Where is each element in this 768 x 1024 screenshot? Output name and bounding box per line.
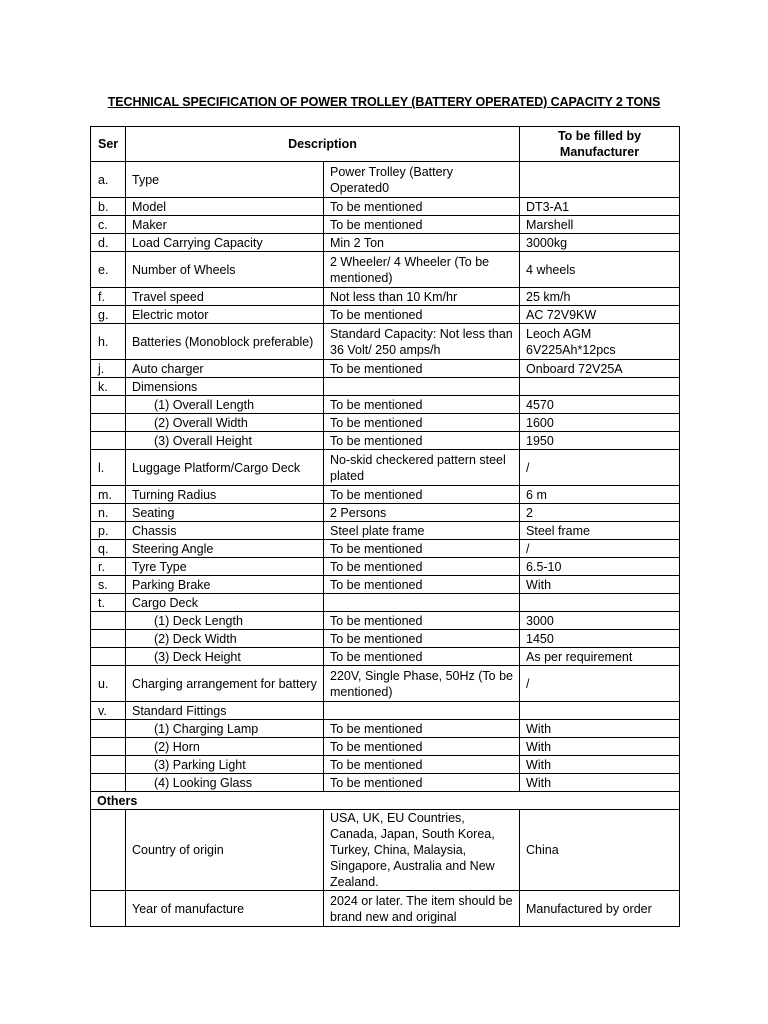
row-value: With [520, 774, 680, 792]
row-value: China [520, 810, 680, 891]
row-item: Cargo Deck [126, 594, 324, 612]
table-row [91, 540, 680, 558]
row-value: Leoch AGM 6V225Ah*12pcs [520, 324, 680, 360]
row-spec: Standard Capacity: Not less than 36 Volt/ 250 amps/h [324, 324, 520, 360]
row-ser [91, 414, 126, 432]
row-ser: n. [91, 504, 126, 522]
row-item: Country of origin [126, 810, 324, 891]
table-row [91, 558, 680, 576]
row-item: (1) Overall Length [126, 396, 324, 414]
row-value: 1450 [520, 630, 680, 648]
others-row [91, 792, 680, 810]
table-row [91, 432, 680, 450]
table-row [91, 252, 680, 288]
table-row [91, 576, 680, 594]
row-spec: To be mentioned [324, 612, 520, 630]
row-item: Luggage Platform/Cargo Deck [126, 450, 324, 486]
row-spec: To be mentioned [324, 540, 520, 558]
row-value: 1950 [520, 432, 680, 450]
row-ser: v. [91, 702, 126, 720]
row-spec: 220V, Single Phase, 50Hz (To be mentioned) [324, 666, 520, 702]
row-item: Electric motor [126, 306, 324, 324]
row-spec: To be mentioned [324, 576, 520, 594]
row-spec: To be mentioned [324, 198, 520, 216]
row-item: Seating [126, 504, 324, 522]
row-ser: a. [91, 162, 126, 198]
row-ser [91, 396, 126, 414]
table-row [91, 306, 680, 324]
table-row [91, 666, 680, 702]
row-item: Auto charger [126, 360, 324, 378]
header-description: Description [126, 127, 520, 162]
table-row [91, 198, 680, 216]
table-row [91, 738, 680, 756]
table-row [91, 360, 680, 378]
table-row [91, 486, 680, 504]
row-spec: Steel plate frame [324, 522, 520, 540]
table-row [91, 288, 680, 306]
row-item: (4) Looking Glass [126, 774, 324, 792]
row-value: 4570 [520, 396, 680, 414]
row-item: Chassis [126, 522, 324, 540]
spec-table [90, 126, 680, 927]
row-value: With [520, 720, 680, 738]
table-row [91, 396, 680, 414]
row-item: Maker [126, 216, 324, 234]
row-spec: To be mentioned [324, 558, 520, 576]
table-row [91, 720, 680, 738]
row-ser [91, 630, 126, 648]
row-item: Batteries (Monoblock preferable) [126, 324, 324, 360]
row-ser: c. [91, 216, 126, 234]
table-row [91, 612, 680, 630]
row-spec: 2 Persons [324, 504, 520, 522]
table-row [91, 522, 680, 540]
row-ser: k. [91, 378, 126, 396]
row-item: (2) Deck Width [126, 630, 324, 648]
row-spec [324, 378, 520, 396]
row-item: Travel speed [126, 288, 324, 306]
row-ser: e. [91, 252, 126, 288]
row-ser: u. [91, 666, 126, 702]
row-value: As per requirement [520, 648, 680, 666]
row-value: 3000 [520, 612, 680, 630]
row-value: 6.5-10 [520, 558, 680, 576]
row-ser: j. [91, 360, 126, 378]
row-item: (3) Overall Height [126, 432, 324, 450]
row-value: 4 wheels [520, 252, 680, 288]
row-ser: t. [91, 594, 126, 612]
row-spec: To be mentioned [324, 306, 520, 324]
row-item: (3) Parking Light [126, 756, 324, 774]
row-ser: d. [91, 234, 126, 252]
row-value: 3000kg [520, 234, 680, 252]
row-spec: To be mentioned [324, 774, 520, 792]
table-row [91, 162, 680, 198]
header-manufacturer: To be filled by Manufacturer [520, 127, 680, 162]
row-value: Marshell [520, 216, 680, 234]
row-ser: g. [91, 306, 126, 324]
row-value: AC 72V9KW [520, 306, 680, 324]
row-value: With [520, 576, 680, 594]
row-value: 6 m [520, 486, 680, 504]
row-item: Load Carrying Capacity [126, 234, 324, 252]
row-ser [91, 810, 126, 891]
table-row [91, 378, 680, 396]
row-item: Charging arrangement for battery [126, 666, 324, 702]
row-item: (2) Overall Width [126, 414, 324, 432]
row-spec: 2024 or later. The item should be brand new and original [324, 891, 520, 927]
row-ser [91, 756, 126, 774]
row-ser [91, 720, 126, 738]
row-spec: To be mentioned [324, 630, 520, 648]
table-row [91, 774, 680, 792]
row-item: Tyre Type [126, 558, 324, 576]
table-row [91, 630, 680, 648]
row-spec [324, 702, 520, 720]
row-value: Manufactured by order [520, 891, 680, 927]
document-title: TECHNICAL SPECIFICATION OF POWER TROLLEY (BATTERY OPERATED) CAPACITY 2 TONS [107, 95, 661, 109]
table-row [91, 648, 680, 666]
table-row [91, 702, 680, 720]
row-ser: b. [91, 198, 126, 216]
row-value: With [520, 738, 680, 756]
row-value: Steel frame [520, 522, 680, 540]
row-ser [91, 648, 126, 666]
row-ser: q. [91, 540, 126, 558]
row-item: Turning Radius [126, 486, 324, 504]
row-value [520, 594, 680, 612]
row-spec: To be mentioned [324, 432, 520, 450]
row-item: Standard Fittings [126, 702, 324, 720]
row-item: (3) Deck Height [126, 648, 324, 666]
row-item: Dimensions [126, 378, 324, 396]
row-spec: To be mentioned [324, 216, 520, 234]
row-ser [91, 612, 126, 630]
row-item: Steering Angle [126, 540, 324, 558]
table-row [91, 891, 680, 927]
row-value [520, 162, 680, 198]
table-row [91, 324, 680, 360]
row-value [520, 378, 680, 396]
table-row [91, 810, 680, 891]
row-spec: Power Trolley (Battery Operated0 [324, 162, 520, 198]
row-ser: l. [91, 450, 126, 486]
row-ser [91, 891, 126, 927]
row-spec: To be mentioned [324, 756, 520, 774]
row-item: Type [126, 162, 324, 198]
row-spec: No-skid checkered pattern steel plated [324, 450, 520, 486]
row-ser: h. [91, 324, 126, 360]
row-item: Year of manufacture [126, 891, 324, 927]
row-value: 2 [520, 504, 680, 522]
row-spec: To be mentioned [324, 414, 520, 432]
row-item: Parking Brake [126, 576, 324, 594]
row-value: / [520, 540, 680, 558]
row-spec: To be mentioned [324, 720, 520, 738]
row-value: Onboard 72V25A [520, 360, 680, 378]
header-ser: Ser [91, 127, 126, 162]
row-ser [91, 432, 126, 450]
table-row [91, 450, 680, 486]
row-ser: m. [91, 486, 126, 504]
row-spec: Min 2 Ton [324, 234, 520, 252]
table-row [91, 234, 680, 252]
table-row [91, 594, 680, 612]
row-spec: Not less than 10 Km/hr [324, 288, 520, 306]
row-spec: 2 Wheeler/ 4 Wheeler (To be mentioned) [324, 252, 520, 288]
row-ser: s. [91, 576, 126, 594]
table-row [91, 756, 680, 774]
row-value: 25 km/h [520, 288, 680, 306]
row-item: (1) Charging Lamp [126, 720, 324, 738]
row-value [520, 702, 680, 720]
row-value: DT3-A1 [520, 198, 680, 216]
row-spec: To be mentioned [324, 486, 520, 504]
table-row [91, 216, 680, 234]
row-value: / [520, 450, 680, 486]
table-row [91, 504, 680, 522]
row-ser [91, 738, 126, 756]
row-spec: To be mentioned [324, 738, 520, 756]
row-ser: f. [91, 288, 126, 306]
row-spec [324, 594, 520, 612]
row-value: 1600 [520, 414, 680, 432]
spec-table-body [91, 162, 680, 927]
row-spec: To be mentioned [324, 360, 520, 378]
row-spec: To be mentioned [324, 648, 520, 666]
row-ser: p. [91, 522, 126, 540]
row-item: (1) Deck Length [126, 612, 324, 630]
table-row [91, 414, 680, 432]
row-value: With [520, 756, 680, 774]
row-item: (2) Horn [126, 738, 324, 756]
row-item: Number of Wheels [126, 252, 324, 288]
row-ser: r. [91, 558, 126, 576]
table-header-row [91, 127, 680, 162]
others-label: Others [91, 792, 680, 810]
row-ser [91, 774, 126, 792]
row-value: / [520, 666, 680, 702]
row-spec: USA, UK, EU Countries, Canada, Japan, South Korea, Turkey, China, Malaysia, Singapore, Australia and New Zealand. [324, 810, 520, 891]
row-spec: To be mentioned [324, 396, 520, 414]
row-item: Model [126, 198, 324, 216]
